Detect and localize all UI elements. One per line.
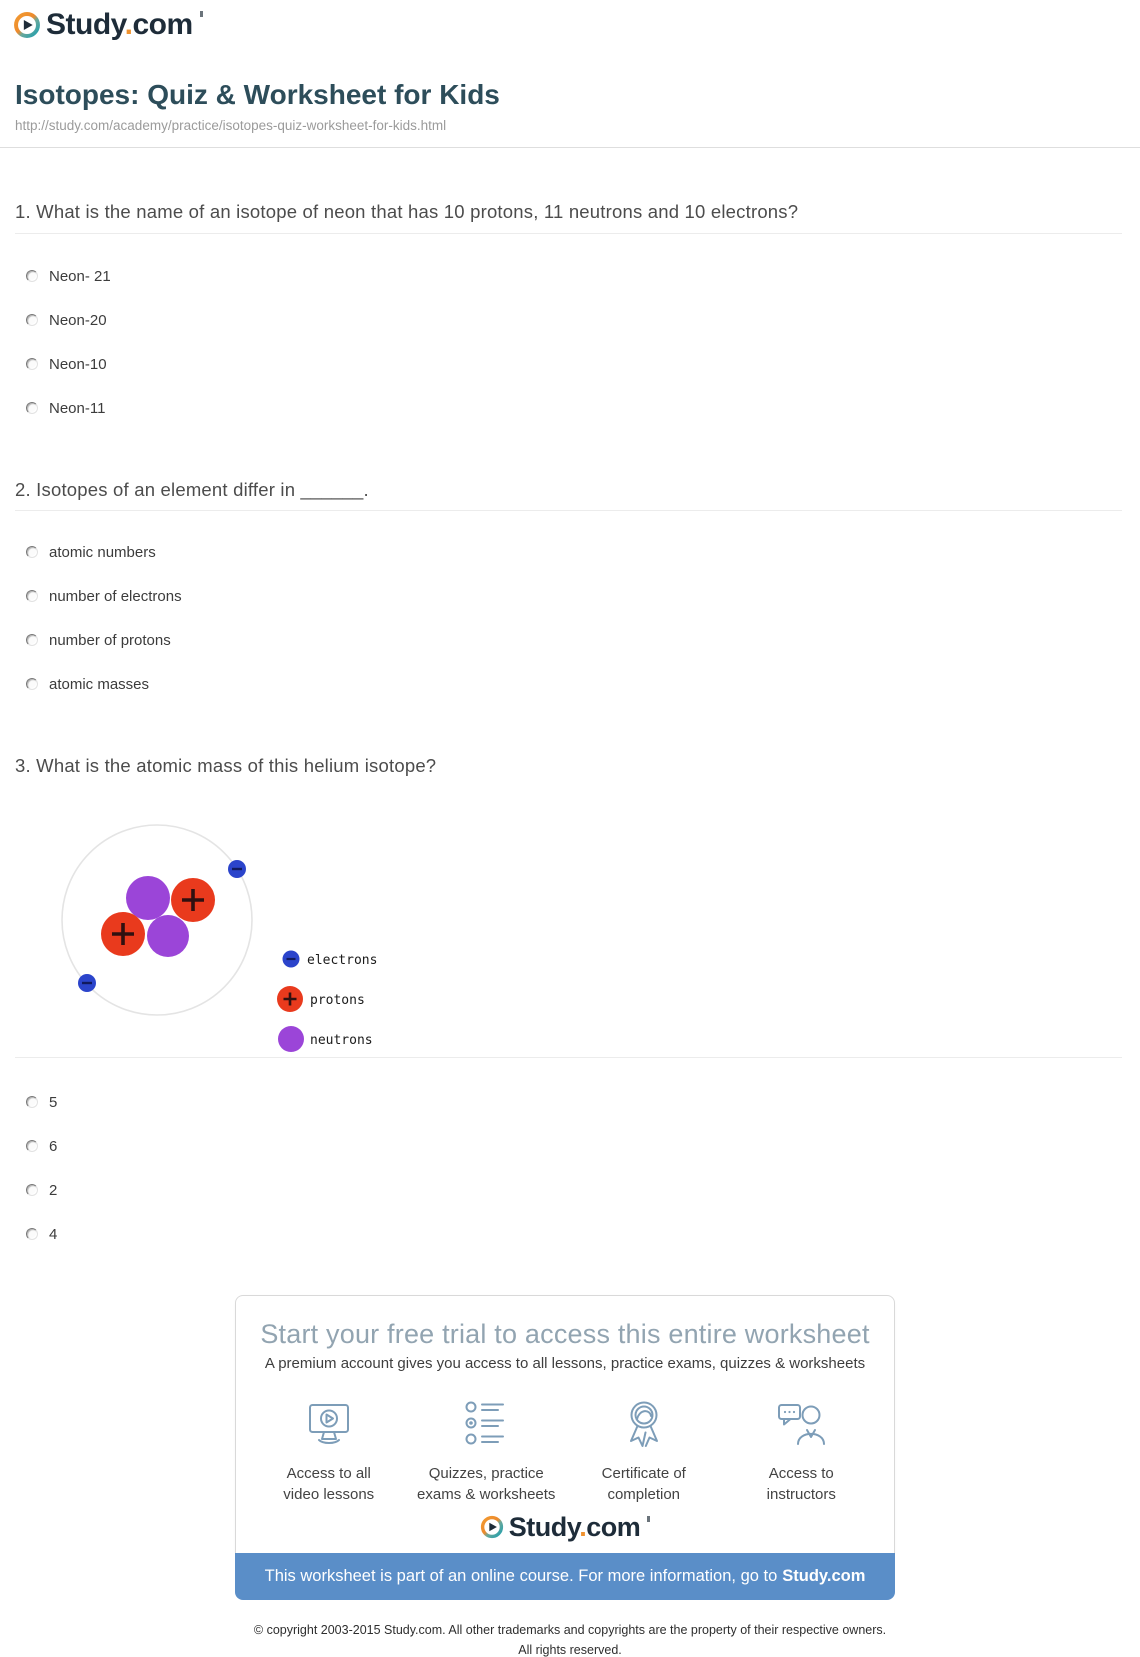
- electron-icon: [228, 860, 246, 878]
- proton-icon: [171, 878, 215, 922]
- banner-link[interactable]: Study.com: [782, 1567, 866, 1585]
- radio-q3-option3[interactable]: [26, 1184, 38, 1196]
- question-1-option-2[interactable]: [26, 311, 107, 329]
- feature-video-lessons: [250, 1396, 408, 1505]
- question-3-divider: [15, 1057, 1122, 1058]
- radio-q2-option4[interactable]: [26, 678, 38, 690]
- brand-wordmark: Study.com: [508, 1512, 641, 1542]
- feature-label: Access to instructors: [766, 1465, 836, 1503]
- brand-wordmark: Study.com: [46, 8, 193, 41]
- option-label: number of electrons: [49, 587, 182, 605]
- electron-icon: [78, 974, 96, 992]
- feature-label: Quizzes, practice exams & worksheets: [417, 1465, 556, 1503]
- question-3-text: 3. What is the atomic mass of this helium isotope?: [15, 755, 437, 776]
- radio-q1-option4[interactable]: [26, 402, 38, 414]
- legend-label: protons: [310, 993, 365, 1008]
- legend-neutrons: [278, 1026, 373, 1052]
- radio-q1-option2[interactable]: [26, 314, 38, 326]
- feature-instructors: [723, 1396, 881, 1505]
- course-banner: [235, 1553, 895, 1600]
- question-1-text: 1. What is the name of an isotope of neon that has 10 protons, 11 neutrons and 10 electrons?: [15, 201, 799, 222]
- question-1-option-3[interactable]: [26, 355, 107, 373]
- option-label: atomic masses: [49, 675, 150, 693]
- radio-q3-option4[interactable]: [26, 1228, 38, 1240]
- trial-heading: Start your free trial to access this entire worksheet: [260, 1319, 870, 1349]
- atom-diagram: [50, 815, 410, 1060]
- neutron-icon: [126, 876, 170, 920]
- brand-dot: .: [579, 1512, 587, 1542]
- question-3-option-3[interactable]: [26, 1181, 57, 1199]
- question-2-text: 2. Isotopes of an element differ in ______.: [15, 479, 369, 500]
- trademark-mark-icon: [200, 11, 203, 17]
- radio-q2-option1[interactable]: [26, 546, 38, 558]
- radio-q3-option1[interactable]: [26, 1096, 38, 1108]
- question-2-divider: [15, 510, 1122, 511]
- page-title: Isotopes: Quiz & Worksheet for Kids: [15, 79, 500, 110]
- quizzes-icon: [458, 1396, 514, 1452]
- copyright-line2: All rights reserved.: [518, 1643, 622, 1657]
- legend-protons: [277, 986, 365, 1012]
- question-3-option-1[interactable]: [26, 1093, 57, 1111]
- legend-electrons: [283, 951, 378, 969]
- instructors-icon: [773, 1396, 829, 1452]
- feature-label: Access to all video lessons: [283, 1465, 375, 1503]
- video-lessons-icon: [301, 1396, 357, 1452]
- feature-certificate: [565, 1396, 723, 1505]
- certificate-icon: [616, 1396, 672, 1452]
- trial-subheading: A premium account gives you access to all lessons, practice exams, quizzes & worksheets: [264, 1355, 866, 1372]
- option-label: 6: [49, 1137, 58, 1155]
- legend-label: electrons: [307, 953, 378, 968]
- page-url: http://study.com/academy/practice/isotopes-quiz-worksheet-for-kids.html: [15, 118, 447, 133]
- neutron-icon: [147, 915, 189, 957]
- banner-text: This worksheet is part of an online course. For more information, go to: [264, 1567, 778, 1585]
- question-3-option-2[interactable]: [26, 1137, 57, 1155]
- copyright-line1: © copyright 2003-2015 Study.com. All other trademarks and copyrights are the property of their respective owners.: [253, 1623, 887, 1637]
- play-circle-icon: [13, 11, 41, 39]
- question-1-divider: [15, 233, 1122, 234]
- option-label: 5: [49, 1093, 58, 1111]
- radio-q2-option2[interactable]: [26, 590, 38, 602]
- question-1-option-4[interactable]: [26, 399, 105, 417]
- trademark-mark-icon: [647, 1516, 650, 1522]
- play-circle-icon: [480, 1515, 504, 1539]
- header-divider: [0, 147, 1140, 148]
- option-label: Neon-10: [49, 355, 107, 373]
- radio-q1-option3[interactable]: [26, 358, 38, 370]
- feature-label: Certificate of completion: [601, 1465, 686, 1503]
- option-label: Neon-20: [49, 311, 107, 329]
- option-label: atomic numbers: [49, 543, 156, 561]
- question-1-option-1[interactable]: [26, 267, 111, 285]
- study-logo-footer[interactable]: [480, 1512, 651, 1542]
- question-2-option-2[interactable]: [26, 587, 182, 605]
- free-trial-box: [235, 1295, 895, 1600]
- question-2-option-3[interactable]: [26, 631, 171, 649]
- option-label: number of protons: [49, 631, 171, 649]
- copyright-notice: [0, 1620, 1140, 1657]
- feature-quizzes: [408, 1396, 566, 1505]
- radio-q1-option1[interactable]: [26, 270, 38, 282]
- proton-icon: [101, 912, 145, 956]
- option-label: Neon-11: [49, 399, 106, 417]
- question-2-option-4[interactable]: [26, 675, 149, 693]
- question-2-option-1[interactable]: [26, 543, 156, 561]
- brand-dot: .: [124, 8, 133, 41]
- option-label: 4: [49, 1225, 58, 1243]
- study-logo[interactable]: [13, 7, 203, 43]
- radio-q2-option3[interactable]: [26, 634, 38, 646]
- option-label: Neon- 21: [49, 267, 111, 285]
- option-label: 2: [49, 1181, 58, 1199]
- question-3-option-4[interactable]: [26, 1225, 57, 1243]
- legend-label: neutrons: [310, 1033, 373, 1048]
- radio-q3-option2[interactable]: [26, 1140, 38, 1152]
